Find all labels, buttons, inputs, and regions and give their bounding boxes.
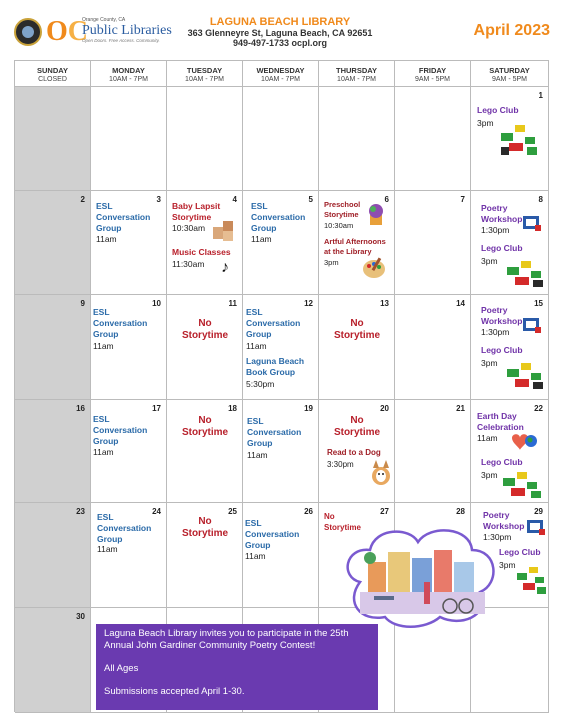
day-hours: CLOSED	[38, 76, 67, 83]
library-phone-web: 949-497-1733 ocpl.org	[232, 38, 328, 48]
date-number: 13	[380, 299, 389, 308]
day-cell-15[interactable]	[471, 295, 549, 400]
lego-bricks-icon	[515, 565, 547, 597]
event-lego-club[interactable]: Lego Club	[481, 243, 523, 253]
day-hours: 9AM - 5PM	[491, 76, 527, 83]
date-number: 12	[304, 299, 313, 308]
event-time: 10:30am	[324, 221, 354, 230]
day-hours: 10AM - 7PM	[261, 76, 300, 83]
day-cell-17[interactable]	[91, 400, 167, 503]
day-name: TUESDAY	[186, 66, 223, 75]
event-book-group[interactable]: Laguna Beach Book Group	[246, 356, 305, 377]
day-cell-21	[395, 400, 471, 503]
event-time: 3pm	[324, 258, 339, 267]
event-time: 11am	[246, 341, 267, 351]
month-title: April 2023	[473, 22, 550, 39]
event-time: 11am	[251, 234, 272, 244]
dayhead-monday	[91, 61, 167, 87]
date-number: 6	[384, 195, 389, 204]
ocpl-brand	[82, 18, 172, 44]
paint-palette-icon	[361, 255, 387, 281]
event-lego-club[interactable]: Lego Club	[477, 105, 519, 115]
event-esl[interactable]: ESL Conversation Group	[96, 201, 151, 233]
page-header	[0, 0, 562, 60]
lego-bricks-icon	[501, 470, 545, 500]
day-cell-7	[395, 191, 471, 295]
day-cell-23	[15, 503, 91, 608]
earth-heart-icon	[505, 430, 537, 452]
day-cell-5[interactable]	[243, 191, 319, 295]
poetry-contest-banner	[96, 624, 378, 710]
event-time: 11am	[93, 341, 114, 351]
day-cell-18	[167, 400, 243, 503]
day-name: MONDAY	[112, 66, 145, 75]
day-cell-20[interactable]	[319, 400, 395, 503]
date-number: 10	[152, 299, 161, 308]
day-hours: 10AM - 7PM	[109, 76, 148, 83]
poetry-book-icon	[521, 213, 543, 233]
library-address: 363 Glenneyre St, Laguna Beach, CA 92651	[187, 28, 373, 38]
cupcake-icon	[365, 201, 387, 227]
day-cell-24[interactable]	[91, 503, 167, 608]
event-esl[interactable]: ESL Conversation Group	[93, 307, 148, 339]
day-cell-empty	[319, 87, 395, 191]
day-cell-26[interactable]	[243, 503, 319, 608]
event-esl[interactable]: ESL Conversation Group	[247, 416, 302, 448]
event-time: 3:30pm	[327, 460, 354, 469]
day-cell-30	[15, 608, 91, 713]
day-name: FRIDAY	[418, 66, 447, 75]
event-esl[interactable]: ESL Conversation Group	[246, 307, 301, 339]
music-note-icon: ♪	[221, 259, 229, 276]
event-time: 11am	[97, 544, 118, 554]
date-number: 22	[534, 404, 543, 413]
date-number: 1	[538, 91, 543, 100]
oc-tagline: Open Doors. Free Access. Community.	[82, 38, 160, 43]
day-cell-9	[15, 295, 91, 400]
date-number: 26	[304, 507, 313, 516]
banner-submissions: Submissions accepted April 1-30.	[104, 686, 245, 697]
event-time: 3pm	[481, 358, 498, 368]
date-number: 30	[76, 612, 85, 621]
date-number: 15	[534, 299, 543, 308]
dayhead-friday	[395, 61, 471, 87]
day-cell-1[interactable]	[471, 87, 549, 191]
banner-all-ages: All Ages	[104, 663, 139, 674]
dayhead-tuesday	[167, 61, 243, 87]
date-number: 21	[456, 404, 465, 413]
date-number: 9	[80, 299, 85, 308]
lego-bricks-icon	[505, 361, 545, 391]
day-hours: 9AM - 5PM	[414, 76, 450, 83]
day-cell-2	[15, 191, 91, 295]
event-artful-afternoons[interactable]: Artful Afternoons at the Library	[324, 237, 386, 256]
date-number: 7	[460, 195, 465, 204]
event-baby-lapsit[interactable]: Baby Lapsit Storytime	[172, 201, 221, 222]
date-number: 19	[304, 404, 313, 413]
event-lego-club[interactable]: Lego Club	[481, 345, 523, 355]
day-cell-6[interactable]	[319, 191, 395, 295]
oc-county: Orange County, CA	[82, 17, 126, 23]
date-number: 23	[76, 507, 85, 516]
day-hours: 10AM - 7PM	[337, 76, 376, 83]
day-hours: 10AM - 7PM	[185, 76, 224, 83]
event-read-to-a-dog[interactable]: Read to a Dog	[327, 448, 381, 457]
event-lego-club[interactable]: Lego Club	[499, 547, 541, 557]
event-poetry-workshop[interactable]: Poetry Workshop	[483, 510, 525, 531]
event-time: 3pm	[477, 118, 494, 128]
day-cell-16	[15, 400, 91, 503]
date-number: 8	[538, 195, 543, 204]
event-esl[interactable]: ESL Conversation Group	[245, 518, 300, 550]
oc-logo-icon: OC	[46, 16, 89, 47]
date-number: 18	[228, 404, 237, 413]
day-cell-empty	[91, 87, 167, 191]
event-lego-club[interactable]: Lego Club	[481, 457, 523, 467]
date-number: 25	[228, 507, 237, 516]
poetry-book-icon	[521, 315, 543, 335]
event-time: 11am	[245, 551, 266, 561]
day-cell-19[interactable]	[243, 400, 319, 503]
event-time: 3pm	[499, 560, 516, 570]
event-time: 1:30pm	[483, 532, 512, 542]
event-time: 5:30pm	[246, 379, 275, 389]
event-preschool-storytime[interactable]: Preschool Storytime	[324, 200, 361, 219]
event-time: 3pm	[481, 256, 498, 266]
event-poetry-workshop[interactable]: Poetry Workshop	[481, 305, 523, 326]
day-name: THURSDAY	[336, 66, 377, 75]
event-time: 11am	[96, 234, 117, 244]
day-cell-empty	[395, 87, 471, 191]
day-cell-25	[167, 503, 243, 608]
day-cell-3[interactable]	[91, 191, 167, 295]
dog-icon	[369, 458, 393, 488]
dayhead-wednesday	[243, 61, 319, 87]
dayhead-saturday	[471, 61, 549, 87]
event-time: 11am	[93, 447, 114, 457]
event-esl[interactable]: ESL Conversation Group	[97, 512, 152, 544]
city-seal-logo	[14, 18, 42, 46]
no-storytime-label: No Storytime	[333, 415, 381, 438]
date-number: 5	[308, 195, 313, 204]
day-cell-8[interactable]	[471, 191, 549, 295]
no-storytime-label: No Storytime	[181, 516, 229, 539]
day-cell-empty	[167, 87, 243, 191]
date-number: 27	[380, 507, 389, 516]
event-time: 10:30am	[172, 223, 206, 233]
date-number: 17	[152, 404, 161, 413]
oc-brand: Public Libraries	[82, 23, 172, 38]
event-time: 3pm	[481, 470, 498, 480]
date-number: 4	[232, 195, 237, 204]
library-name: LAGUNA BEACH LIBRARY	[209, 16, 351, 28]
day-cell-empty	[243, 87, 319, 191]
date-number: 16	[76, 404, 85, 413]
date-number: 20	[380, 404, 389, 413]
no-storytime-label: No Storytime	[324, 512, 361, 532]
day-name: WEDNESDAY	[256, 66, 305, 75]
event-esl[interactable]: ESL Conversation Group	[251, 201, 306, 233]
no-storytime-label: No Storytime	[181, 415, 229, 438]
date-number: 3	[156, 195, 161, 204]
poetry-book-icon	[525, 517, 547, 537]
day-name: SUNDAY	[37, 66, 68, 75]
day-cell-14	[395, 295, 471, 400]
date-number: 11	[228, 299, 237, 308]
banner-invite: Laguna Beach Library invites you to participate in the 25th Annual John Gardiner Community Poetry Contest!	[104, 628, 349, 651]
date-number: 2	[80, 195, 85, 204]
lego-bricks-icon	[505, 259, 545, 289]
date-number: 24	[152, 507, 161, 516]
dayhead-thursday	[319, 61, 395, 87]
event-time: 11am	[477, 433, 498, 443]
no-storytime-label: No Storytime	[181, 318, 229, 341]
blocks-icon	[211, 217, 235, 243]
day-cell-13	[319, 295, 395, 400]
dayhead-sunday	[15, 61, 91, 87]
day-cell-4[interactable]	[167, 191, 243, 295]
day-cell-empty	[15, 87, 91, 191]
no-storytime-label: No Storytime	[333, 318, 381, 341]
event-time: 11:30am	[172, 259, 205, 269]
event-time: 1:30pm	[481, 225, 510, 235]
day-name: SATURDAY	[489, 66, 530, 75]
date-number: 29	[534, 507, 543, 516]
day-cell-22[interactable]	[471, 400, 549, 503]
date-number: 14	[456, 299, 465, 308]
lego-bricks-icon	[499, 123, 539, 157]
event-music-classes[interactable]: Music Classes	[172, 247, 231, 257]
town-scene-illustration	[340, 522, 500, 632]
event-time: 1:30pm	[481, 327, 510, 337]
event-time: 11am	[247, 450, 268, 460]
day-cell-12[interactable]	[243, 295, 319, 400]
event-earth-day[interactable]: Earth Day Celebration	[477, 411, 524, 432]
event-poetry-workshop[interactable]: Poetry Workshop	[481, 203, 523, 224]
event-esl[interactable]: ESL Conversation Group	[93, 414, 148, 446]
day-cell-11	[167, 295, 243, 400]
day-cell-10[interactable]	[91, 295, 167, 400]
date-number: 28	[456, 507, 465, 516]
